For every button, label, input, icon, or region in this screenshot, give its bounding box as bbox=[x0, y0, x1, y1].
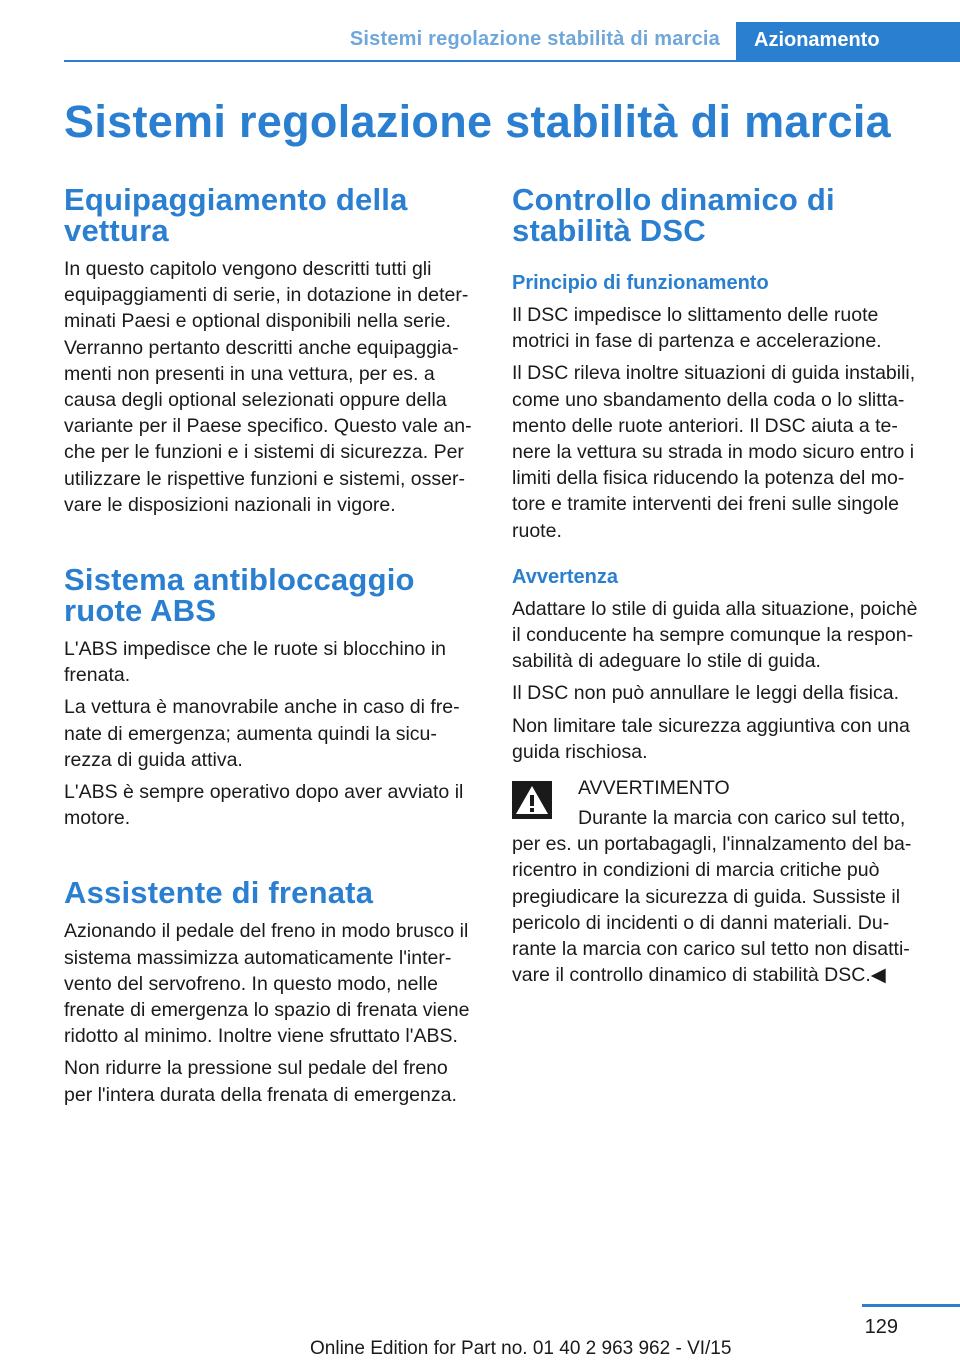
warning-title: AVVERTIMENTO bbox=[578, 777, 730, 800]
header-rule bbox=[64, 60, 960, 62]
edition-note: Online Edition for Part no. 01 40 2 963 962 - VI/15 bbox=[310, 1338, 732, 1359]
paragraph-notice-3: Non limitare tale sicurezza aggiuntiva con una guida rischiosa. bbox=[512, 714, 910, 763]
paragraph-brake-assist-1: Azionando il pedale del freno in modo brusco il sistema massimizza automaticamente l'intervento del servofreno. In questo modo, nelle frenate di emergenza lo spazio di frenata viene ridotto al minimo. Inoltre viene sfruttato l'ABS. bbox=[64, 920, 470, 1048]
footer-rule bbox=[862, 1304, 960, 1307]
paragraph-principle-1: Il DSC impedisce lo slittamento delle ruote motrici in fase di partenza e accelerazione. bbox=[512, 304, 882, 353]
heading-equipment: Equipaggiamento della vettura bbox=[64, 182, 408, 248]
spacer bbox=[512, 550, 926, 564]
left-column bbox=[64, 184, 478, 1114]
warning-box bbox=[512, 775, 926, 988]
spacer bbox=[64, 524, 478, 564]
paragraph-equipment: In questo capitolo vengono descritti tutti gli equipaggiamenti di serie, in dotazione in determinati Paesi e optional disponibili nella serie. Verranno pertanto descritti anche equipaggiamenti non presenti in una vettura, per es. a causa degli optional selezionati oppure della variante per il Paese specifico. Questo vale anche per le funzioni e i sistemi di sicurezza. Per utilizzare le rispettive funzioni e sistemi, osservare le disposizioni nazionali in vigore. bbox=[64, 258, 472, 516]
paragraph-abs-3: L'ABS è sempre operativo dopo aver avviato il motore. bbox=[64, 781, 464, 830]
page-number: 129 bbox=[864, 1316, 898, 1338]
paragraph-abs-2: La vettura è manovrabile anche in caso di frenate di emergenza; aumenta quindi la sicurezza di guida attiva. bbox=[64, 696, 460, 771]
heading-dsc: Controllo dinamico di stabilità DSC bbox=[512, 182, 835, 248]
spacer bbox=[64, 837, 478, 877]
warning-triangle-icon bbox=[512, 781, 552, 819]
heading-abs: Sistema antibloccaggio ruote ABS bbox=[64, 562, 415, 629]
heading-brake-assist: Assistente di frenata bbox=[64, 875, 374, 911]
paragraph-abs-1: L'ABS impedisce che le ruote si blocchino in frenata. bbox=[64, 638, 447, 687]
paragraph-notice-1: Adattare lo stile di guida alla situazione, poichè il conducente ha sempre comunque la responsabilità di adeguare lo stile di guida. bbox=[512, 597, 918, 673]
paragraph-brake-assist-2: Non ridurre la pressione sul pedale del freno per l'intera durata della frenata di emergenza. bbox=[64, 1057, 457, 1106]
warning-body: per es. un portabagagli, l'innalzamento del baricentro in condizioni di marcia critiche può pregiudicare la sicurezza di guida. Sussiste il pericolo di incidenti o di danni materiali. Durante la marcia con carico sul tetto non disattivare il controllo dinamico di stabilità DSC.◀ bbox=[512, 833, 912, 987]
paragraph-notice-2: Il DSC non può annullare le leggi della fisica. bbox=[512, 682, 899, 705]
subheading-principle: Principio di funzionamento bbox=[512, 272, 769, 294]
right-column bbox=[512, 184, 926, 988]
paragraph-principle-2: Il DSC rileva inoltre situazioni di guida instabili, come uno sbandamento della coda o lo slittamento delle ruote anteriori. Il DSC aiuta a tenere la vettura su strada in modo sicuro entro i limiti della fisica riducendo la potenza del motore e tramite interventi dei freni sulle singole ruote. bbox=[512, 362, 916, 542]
header-section-title: Sistemi regolazione stabilità di marcia bbox=[349, 28, 720, 50]
warning-first-line: Durante la marcia con carico sul tetto, bbox=[578, 807, 906, 830]
subheading-notice: Avvertenza bbox=[512, 565, 618, 588]
spacer bbox=[512, 256, 926, 270]
header-chapter-tab: Azionamento bbox=[736, 22, 960, 62]
page-title: Sistemi regolazione stabilità di marcia bbox=[64, 96, 891, 147]
